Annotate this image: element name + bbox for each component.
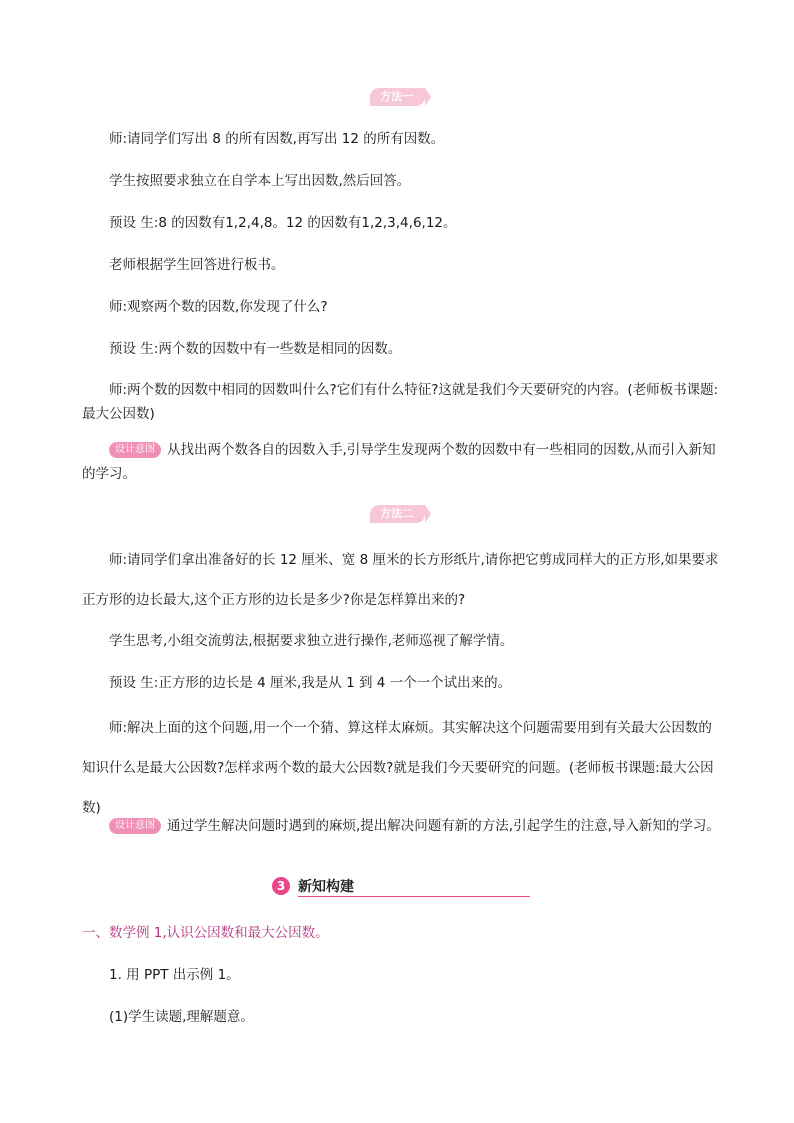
- paragraph: 学生按照要求独立在自学本上写出因数,然后回答。: [109, 173, 411, 189]
- paragraph: 预设 生:8 的因数有1,2,4,8。12 的因数有1,2,3,4,6,12。: [109, 215, 457, 231]
- design-intent-badge: 设计意图: [109, 442, 161, 458]
- method-two-tag: 方法二: [370, 505, 425, 523]
- section-header: [272, 876, 532, 898]
- design-intent-badge: 设计意图: [109, 818, 161, 834]
- method-one-tag: 方法一: [370, 88, 425, 106]
- paragraph: 师:请同学们拿出准备好的长 12 厘米、宽 8 厘米的长方形纸片,请你把它剪成同样大的正方形,如果要求正方形的边长最大,这个正方形的边长是多少?你是怎样算出来的?: [82, 552, 719, 608]
- paragraph: 老师根据学生回答进行板书。: [109, 257, 285, 273]
- list-item: 1. 用 PPT 出示例 1。: [109, 967, 240, 983]
- design-intent-text: 通过学生解决问题时遇到的麻烦,提出解决问题有新的方法,引起学生的注意,导入新知的学习。: [167, 818, 720, 834]
- list-item: (1)学生读题,理解题意。: [109, 1009, 254, 1025]
- paragraph: 学生思考,小组交流剪法,根据要求独立进行操作,老师巡视了解学情。: [109, 633, 514, 649]
- paragraph: 师:两个数的因数中相同的因数叫什么?它们有什么特征?这就是我们今天要研究的内容。(老师板书课题:最大公因数): [82, 382, 719, 422]
- paragraph: 师:观察两个数的因数,你发现了什么?: [109, 299, 328, 315]
- paragraph: 师:解决上面的这个问题,用一个一个猜、算这样太麻烦。其实解决这个问题需要用到有关最大公因数的知识什么是最大公因数?怎样求两个数的最大公因数?就是我们今天要研究的问题。(老师板书课题:最大公因数): [82, 720, 714, 816]
- design-intent-text: 从找出两个数各自的因数入手,引导学生发现两个数的因数中有一些相同的因数,从而引入新知的学习。: [82, 442, 716, 482]
- paragraph: 预设 生:两个数的因数中有一些数是相同的因数。: [109, 341, 402, 357]
- paragraph: 预设 生:正方形的边长是 4 厘米,我是从 1 到 4 一个一个试出来的。: [109, 675, 512, 691]
- paragraph: 师:请同学们写出 8 的所有因数,再写出 12 的所有因数。: [109, 131, 445, 147]
- design-intent-paragraph: [82, 814, 722, 838]
- section-underline: [298, 896, 530, 897]
- part-heading: 一、数学例 1,认识公因数和最大公因数。: [82, 925, 329, 941]
- design-intent-paragraph: [82, 438, 722, 486]
- section-title: 新知构建: [298, 879, 354, 895]
- section-number-badge: 3: [272, 877, 290, 895]
